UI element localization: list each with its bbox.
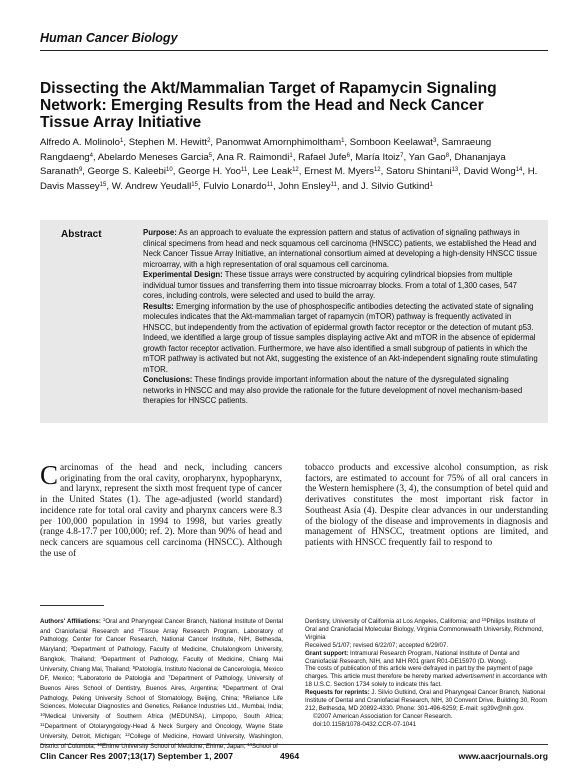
affiliation-number: 14 <box>247 741 252 747</box>
affiliation-text: School of <box>252 742 278 750</box>
affiliation-text: Department of Pathology, University of Buenos Aires School of Dentistry, Buenos Aires, Argentina; <box>40 675 283 693</box>
affiliation-text: Department of Pathology, Faculty of Medicine, Chiang Mai University, Chiang Mai, Thailand; <box>40 655 283 673</box>
author-affiliation-ref: 11 <box>266 181 273 188</box>
top-rule <box>40 50 548 51</box>
author-affiliation-ref: 1 <box>341 138 345 144</box>
results-label: Results: <box>143 301 174 311</box>
abstract-body <box>143 228 540 407</box>
page-number: 4964 <box>280 751 300 761</box>
author-name: George S. Kaleebi$^{10}$, <box>87 166 176 178</box>
grant-support <box>305 650 548 666</box>
author-name: Fulvio Lonardo$^{11}$, <box>203 180 276 192</box>
author-affiliation-ref: 13 <box>451 167 459 174</box>
author-name: Yan Gao$^8$, <box>408 151 452 163</box>
author-affiliation-ref: 15 <box>99 181 107 188</box>
affiliations-footnote <box>40 616 283 751</box>
author-affiliation-ref: 2 <box>207 138 211 144</box>
affiliation-number: 9 <box>242 694 246 700</box>
author-name: John Ensley$^{11}$, <box>278 180 340 192</box>
costs-emphasis: advertisement <box>455 673 495 681</box>
results-text: Emerging information by the use of phosphospecific antibodies detecting the activated state of signaling molecules indicates that the Akt-mammalian target of rapamycin (mTOR) pathway is frequently activated in HNSCC, but independently from the activation of epidermal growth factor receptor or the detection of mutant p53. Indeed, we identified a large group of tissue samples displaying active Akt and mTOR in the absence of epidermal growth factor receptor activation. Furthermore, we have also identified a small subgroup of patients in which the mTOR pathway is activated but not Akt, suggesting the existence of an Akt-independent signaling route stimulating mTOR. <box>143 301 538 374</box>
purpose-text: As an approach to evaluate the expression pattern and status of activation of signaling pathways in clinical specimens from head and neck squamous cell carcinoma (HNSCC) patients, we established the Head and Neck Cancer Tissue Array Initiative, an international consortium aimed at developing a high-density HNSCC tissue microarray, with a high representation of oral squamous cell carcinoma. <box>143 228 537 269</box>
author-name: María Itoiz$^7$, <box>355 151 407 163</box>
affiliation-number: 4 <box>100 654 103 660</box>
author-name: Lee Leak$^{12}$, <box>252 166 302 178</box>
author-affiliation-ref: 9 <box>78 167 83 174</box>
author-name: Dhananjaya Saranath$^9$, <box>40 151 506 178</box>
journal-citation: Clin Cancer Res 2007;13(17) September 1, 2007 <box>40 751 233 761</box>
affiliations-continued <box>305 616 548 642</box>
affiliation-text: Ehime University School of Medicine, Ehime, Japan; <box>101 742 248 750</box>
affiliation-text: Department of Otolaryngology-Head & Neck Surgery and Oncology, Wayne State University, Detroit, Michigan; <box>40 722 283 740</box>
grant-label: Grant support: <box>305 649 349 657</box>
author-affiliation-ref: 5 <box>208 152 213 159</box>
reprints-label: Requests for reprints: <box>305 689 370 697</box>
author-name: Alfredo A. Molinolo$^1$, <box>40 137 127 148</box>
body-column-right: tobacco products and excessive alcohol consumption, as risk factors, are estimated to account for 75% of all oral cancers in the Western hemisphere (3, 4), the consumption of betel quid and derivatives constitutes the most important risk factor in Southeast Asia (4). Despite clear advances in our understanding of the biology of the disease and improvements in diagnosis and management of HNSCC, treatment options are limited, and patients with HNSCC frequently fail to respond to <box>305 463 548 548</box>
affiliation-text: Medical University of Southern Africa (MEDUNSA), Limpopo, South Africa; <box>44 713 283 721</box>
affiliation-number: 8 <box>222 684 226 690</box>
drop-cap: C <box>40 460 59 490</box>
author-affiliation-ref: 15 <box>191 181 198 188</box>
author-affiliation-ref: 6 <box>346 152 350 159</box>
author-name: Ernest M. Myers$^{12}$, <box>304 166 384 178</box>
abstract-conclusions <box>143 375 540 407</box>
author-name: Somboon Keelawat$^3$, <box>349 137 439 148</box>
author-name: Abelardo Meneses Garcia$^5$, <box>97 151 215 163</box>
affiliation-text: Reliance Life Sciences, Molecular Diagnostics and Genetics, Reliance Industries Ltd., Mumbai, India; <box>40 695 283 711</box>
affiliation-text: Philips Institute of Oral and Craniofacial Molecular Biology, Virginia Commonwealth University, Richmond, Virginia <box>305 618 544 641</box>
footnote-rule <box>40 605 104 606</box>
author-name: Satoru Shintani$^{13}$, <box>385 166 461 178</box>
costs-text-b: in accordance with 18 U.S.C. Section 1734 solely to indicate this fact. <box>305 673 548 689</box>
affiliation-number: 1 <box>102 617 106 622</box>
author-affiliation-ref: 3 <box>432 138 437 144</box>
design-text: These tissue arrays were constructed by acquiring cylindrical biopsies from multiple individual tumor tissues and transferring them into tissue microarray blocks. From a total of 1,300 cases, 547 cores, including controls, were selected and used to build the array. <box>143 270 517 300</box>
reprint-requests <box>305 689 548 713</box>
affiliation-text: Laboratorio de Patologia and <box>79 675 169 683</box>
affiliation-number: 12 <box>124 731 130 737</box>
abstract-purpose <box>143 228 540 270</box>
doi: doi:10.1158/1078-0432.CCR-07-1041 <box>313 720 417 728</box>
conclusions-text: These findings provide important information about the nature of the dysregulated signaling networks in HNSCC and may also provide the rationale for the future development of novel mechanism-based therapies for HNSCC patients. <box>143 375 523 405</box>
abstract-design <box>143 270 540 302</box>
article-notes <box>305 616 548 729</box>
affiliation-text: Patología, Instituto Nacional de Cancerología, Mexico DF, Mexico; <box>40 665 283 683</box>
journal-website[interactable]: www.aacrjournals.org <box>458 751 548 761</box>
author-name: Samraeung Rangdaeng$^4$, <box>40 137 492 163</box>
author-affiliation-ref: 1 <box>289 152 293 159</box>
author-affiliation-ref: 11 <box>241 167 248 174</box>
author-affiliation-ref: 12 <box>292 167 299 174</box>
abstract-results <box>143 302 540 376</box>
author-affiliation-ref: 4 <box>89 152 93 159</box>
author-name: H. Davis Massey$^{15}$, <box>40 166 538 192</box>
author-list <box>40 135 540 193</box>
grant-text: Intramural Research Program, National Institute of Dental and Craniofacial Research, NIH, and NIH R01 grant R01-DE15970 (D. Wong). <box>305 649 520 665</box>
purpose-label: Purpose: <box>143 228 177 237</box>
author-name: David Wong$^{14}$, <box>463 166 526 178</box>
author-affiliation-ref: 14 <box>515 167 523 174</box>
affiliation-text: College of Medicine, Howard University, Washington, District of Columbia; <box>40 732 283 750</box>
affiliation-text: Tissue Array Research Program, Laboratory of Pathology, Center for Cancer Research, National Cancer Institute, NIH, Bethesda, Maryland; <box>40 627 283 653</box>
affiliation-number: 15 <box>481 617 487 622</box>
author-affiliation-ref: 12 <box>373 167 381 174</box>
costs-text-a: The costs of publication of this article were defrayed in part by the payment of page charges. This article must therefore be hereby marked <box>305 665 533 681</box>
author-affiliation-ref: 8 <box>445 152 450 159</box>
design-label: Experimental Design: <box>143 270 223 279</box>
abstract-label: Abstract <box>61 229 102 240</box>
affiliation-number: 2 <box>138 626 141 632</box>
article-title: Dissecting the Akt/Mammalian Target of Rapamycin Signaling Network: Emerging Results from the Head and Neck Cancer Tissue Array Initiative <box>40 80 497 131</box>
author-name: Stephen M. Hewitt$^2$, <box>128 137 214 148</box>
author-affiliation-ref: 11 <box>330 181 337 188</box>
author-affiliation-ref: 10 <box>166 167 173 174</box>
affiliation-number: 5 <box>132 664 136 670</box>
author-affiliation-ref: 1 <box>120 138 124 144</box>
affiliation-text: Department of Oral Pathology, Peking University School of Stomatology, Beijing, China; <box>40 685 283 703</box>
author-name: Rafael Jufe$^6$, <box>298 151 353 163</box>
conclusions-label: Conclusions: <box>143 375 193 384</box>
body-text-left: arcinomas of the head and neck, including cancers originating from the oral cavity, oropharynx, hypopharynx, and larynx, represent the sixth most frequent type of cancer in the United States (1). The age-adjusted (world standard) incidence rate for total oral cavity and pharynx cancers were 8.3 per 100,000 population in 1994 to 1998, but varies greatly (range 4.8-17.7 per 100,000; ref. 2). More than 90% of head and neck cancers are squamous cell carcinoma (HNSCC). Although the use of <box>40 463 282 559</box>
affiliation-number: 13 <box>97 741 102 747</box>
affiliation-number: 11 <box>40 721 45 727</box>
affiliation-text: Oral and Pharyngeal Cancer Branch, National Institute of Dental and Craniofacial Research and <box>40 618 283 635</box>
author-affiliation-ref: 1 <box>429 181 433 188</box>
affiliations-label: Authors' Affiliations: <box>40 618 101 625</box>
copyright: ©2007 American Association for Cancer Research. <box>313 712 453 720</box>
body-column-left <box>40 460 282 559</box>
affiliation-number: 3 <box>70 644 74 650</box>
author-name: George H. Yoo$^{11}$, <box>178 166 250 178</box>
publication-costs <box>305 665 548 689</box>
reprints-text: J. Silvio Gutkind, Oral and Pharyngeal Cancer Branch, National Institute of Dental and Craniofacial Research, NIH, 30 Convent Drive, Building 30, Room 212, Bethesda, MD 20892-4330. Phone: 301-496-6259; E-mail: sg39v@nih.gov. <box>305 689 548 712</box>
affiliation-number: 6 <box>77 674 80 680</box>
author-name: Ana R. Raimondi$^1$, <box>216 151 296 163</box>
affiliations-list <box>40 618 283 750</box>
received-dates: Received 5/1/07; revised 6/22/07; accepted 6/29/07. <box>305 641 449 649</box>
affiliation-number: 10 <box>40 712 45 718</box>
affiliation-number: 7 <box>168 674 171 680</box>
author-name: W. Andrew Yeudall$^{15}$, <box>111 180 201 192</box>
author-affiliation-ref: 7 <box>400 152 404 159</box>
author-name: Panomwat Amornphimoltham$^1$, <box>215 137 348 148</box>
section-label: Human Cancer Biology <box>40 31 178 45</box>
affiliation-text: Dentistry, University of California at Los Angeles, California; and <box>305 618 482 625</box>
author-name: and J. Silvio Gutkind$^1$ <box>342 180 433 192</box>
affiliation-text: Department of Pathology, Faculty of Medicine, Chulalongkorn University, Bangkok, Thailand; <box>40 645 283 663</box>
